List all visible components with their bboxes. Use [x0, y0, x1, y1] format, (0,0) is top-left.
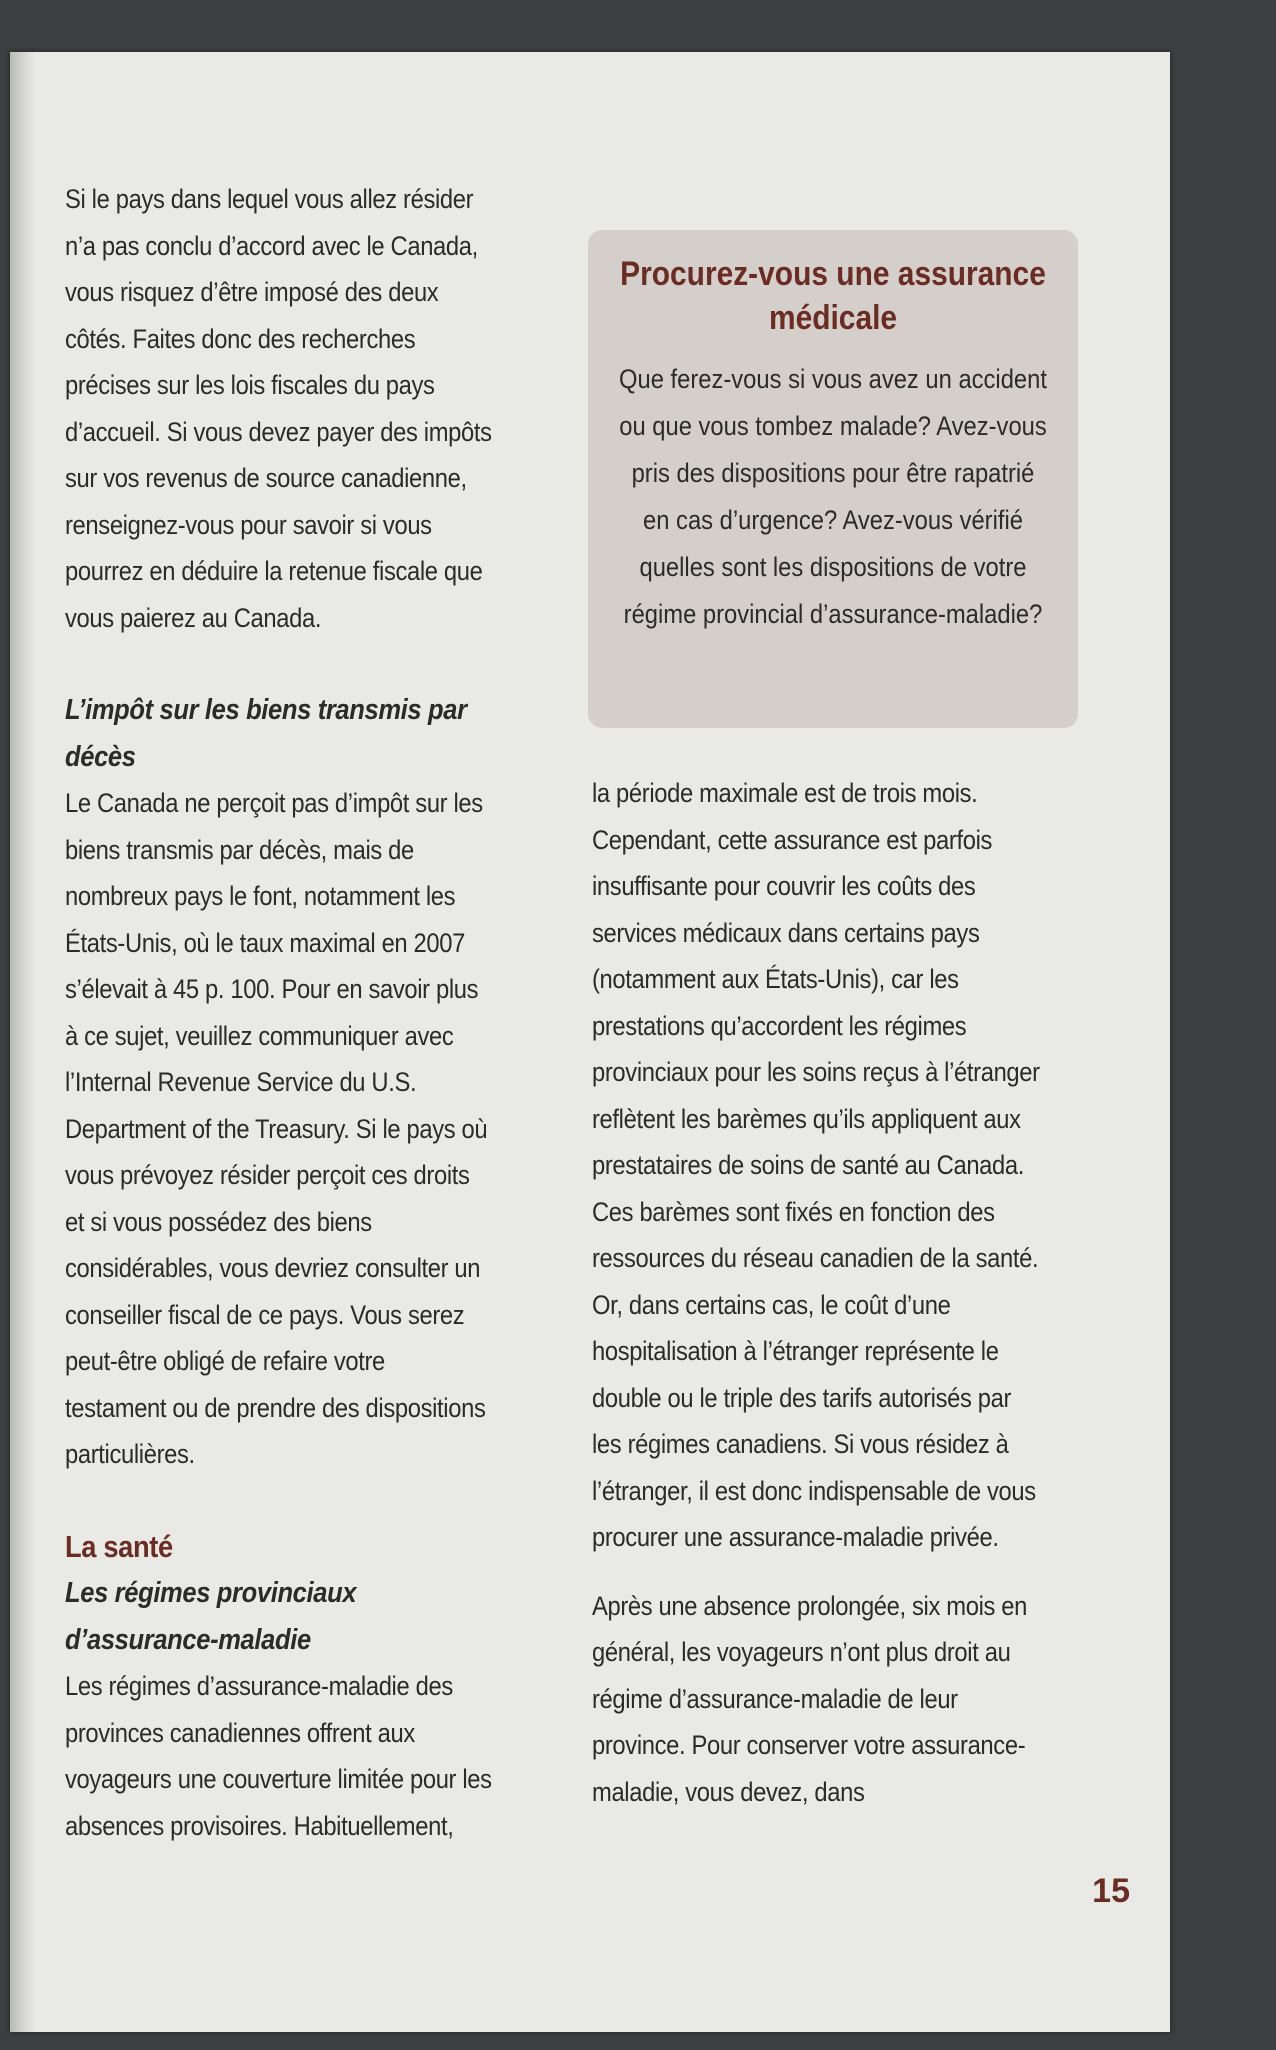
right-column [592, 770, 1041, 1815]
document-page [10, 52, 1170, 2032]
heading-estate-tax: L’impôt sur les biens transmis par décès [65, 694, 467, 773]
paragraph-coverage-limits: la période maximale est de trois mois. Cependant, cette assurance est parfois insuffisante pour couvrir les coûts des services médicaux dans certains pays (notamment aux États-Unis), car les prestations qu’accordent les régimes provinciaux pour les soins reçus à l’étranger reflètent les barèmes qu’ils appliquent aux prestataires de soins de santé au Canada. Ces barèmes sont fixés en fonction des ressources du réseau canadien de la santé. Or, dans certains cas, le coût d’une hospitalisation à l’étranger représente le double ou le triple des tarifs autorisés par les régimes canadiens. Si vous résidez à l’étranger, il est donc indispensable de vous procurer une assurance-maladie privée. [592, 778, 1040, 1552]
paragraph-estate-tax: Le Canada ne perçoit pas d’impôt sur les biens transmis par décès, mais de nombreux pays le font, notamment les États-Unis, où le taux maximal en 2007 s’élevait à 45 p. 100. Pour en savoir plus à ce sujet, veuillez communiquer avec l’Internal Revenue Service du U.S. Department of the Treasury. Si le pays où vous prévoyez résider perçoit ces droits et si vous possédez des biens considérables, vous devriez consulter un conseiller fiscal de ce pays. Vous serez peut-être obligé de refaire votre testament ou de prendre des dispositions particulières. [65, 788, 488, 1469]
page-number: 15 [1092, 1872, 1130, 1910]
callout-body: Que ferez-vous si vous avez un accident ou que vous tombez malade? Avez-vous pris des dispositions pour être rapatrié en cas d’urgence? Avez-vous vérifié quelles sont les dispositions de votre régime provincial d’assurance-maladie? [619, 364, 1047, 629]
heading-provincial-plans: Les régimes provinciaux d’assurance-maladie [65, 1577, 357, 1656]
paragraph-prolonged-absence: Après une absence prolongée, six mois en général, les voyageurs n’ont plus droit au régime d’assurance-maladie de leur province. Pour conserver votre assurance-maladie, vous devez, dans [592, 1590, 1027, 1807]
left-column [65, 176, 492, 1849]
paragraph-provincial-plans: Les régimes d’assurance-maladie des provinces canadiennes offrent aux voyageurs une couverture limitée pour les absences provisoires. Habituellement, [65, 1671, 492, 1841]
callout-box [588, 230, 1078, 728]
section-title-health: La santé [65, 1528, 173, 1564]
paragraph-double-taxation: Si le pays dans lequel vous allez résider n’a pas conclu d’accord avec le Canada, vous risquez d’être imposé des deux côtés. Faites donc des recherches précises sur les lois fiscales du pays d’accueil. Si vous devez payer des impôts sur vos revenus de source canadienne, renseignez-vous pour savoir si vous pourrez en déduire la retenue fiscale que vous paierez au Canada. [65, 184, 492, 633]
callout-title: Procurez-vous une assurance médicale [620, 255, 1046, 337]
page-gutter-shadow [10, 52, 36, 2032]
